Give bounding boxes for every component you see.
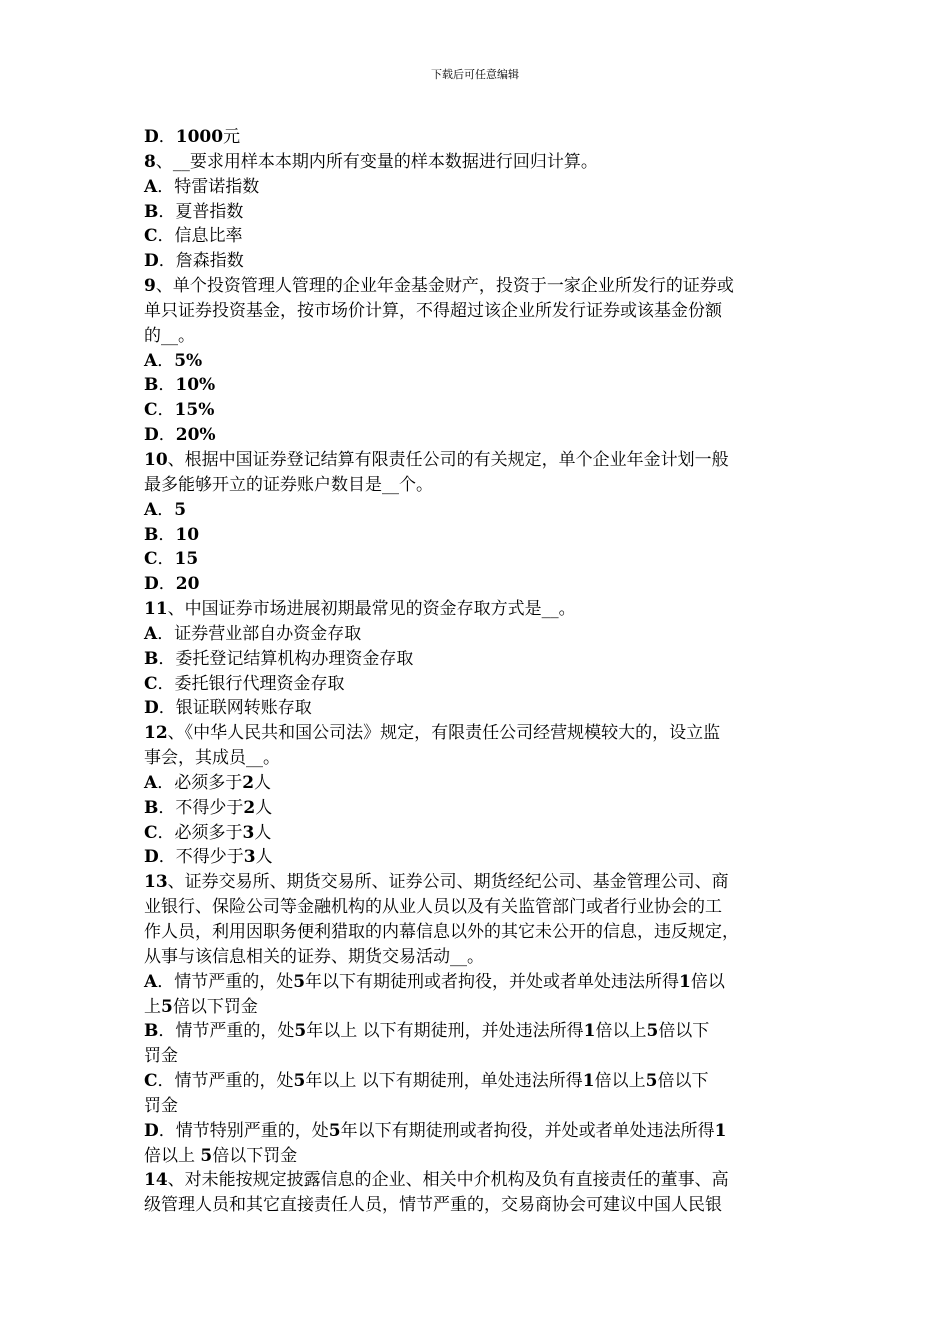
- question-8-option-d: D．詹森指数: [144, 251, 244, 272]
- question-13-option-a: A．情节严重的，处5年以下有期徒刑或者拘役，并处或者单处违法所得1倍以: [144, 971, 725, 992]
- question-10-option-d: D．20: [144, 574, 200, 595]
- question-12-option-a: A．必须多于2人: [144, 772, 272, 793]
- page-header: 下载后可任意编辑: [431, 68, 519, 81]
- question-8-option-c: C．信息比率: [144, 226, 243, 247]
- question-10-option-c: C．15: [144, 549, 199, 570]
- question-11-option-c: C．委托银行代理资金存取: [144, 673, 345, 694]
- question-9-option-b: B．10%: [144, 375, 216, 396]
- question-10-stem: 10、根据中国证券登记结算有限责任公司的有关规定，单个企业年金计划一般: [144, 449, 729, 470]
- text-line: D．1000元: [144, 127, 241, 147]
- question-9-stem: 的__。: [144, 325, 195, 346]
- question-10-option-a: A．5: [144, 499, 187, 520]
- question-13-option-d: D．情节特别严重的，处5年以下有期徒刑或者拘役，并处或者单处违法所得1: [144, 1120, 727, 1141]
- question-11-option-d: D．银证联网转账存取: [144, 698, 312, 719]
- question-9-stem: 单只证券投资基金，按市场价计算，不得超过该企业所发行证券或该基金份额: [144, 300, 722, 321]
- question-13-stem: 作人员，利用因职务便利猎取的内幕信息以外的其它未公开的信息，违反规定，: [144, 922, 739, 942]
- question-8-option-b: B．夏普指数: [144, 201, 244, 222]
- question-9-stem: 9、单个投资管理人管理的企业年金基金财产，投资于一家企业所发行的证券或: [144, 276, 734, 297]
- question-12-option-b: B．不得少于2人: [144, 797, 273, 818]
- question-12-stem: 事会，其成员__。: [144, 748, 280, 769]
- question-11-option-b: B．委托登记结算机构办理资金存取: [144, 648, 414, 669]
- question-11-option-a: A．证券营业部自办资金存取: [144, 623, 362, 644]
- question-11-stem: 11、中国证券市场进展初期最常见的资金存取方式是__。: [144, 599, 576, 620]
- question-13-option-b: 罚金: [144, 1046, 178, 1067]
- question-9-option-c: C．15%: [144, 400, 215, 421]
- question-13-option-c: C．情节严重的，处5年以上 以下有期徒刑，单处违法所得1倍以上5倍以下: [144, 1071, 709, 1092]
- question-13-stem: 从事与该信息相关的证券、期货交易活动__。: [144, 946, 484, 967]
- document-body: [144, 125, 824, 1218]
- question-8-option-a: A．特雷诺指数: [144, 176, 260, 197]
- question-13-option-c: 罚金: [144, 1095, 178, 1116]
- question-14-stem: 级管理人员和其它直接责任人员，情节严重的，交易商协会可建议中国人民银: [144, 1195, 722, 1216]
- question-10-stem: 最多能够开立的证券账户数目是__个。: [144, 474, 433, 495]
- question-13-option-b: B．情节严重的，处5年以上 以下有期徒刑，并处违法所得1倍以上5倍以下: [144, 1021, 710, 1042]
- question-14-stem: 14、对未能按规定披露信息的企业、相关中介机构及负有直接责任的董事、高: [144, 1170, 729, 1191]
- question-9-option-a: A．5%: [144, 350, 203, 371]
- question-13-option-d: 倍以上 5倍以下罚金: [144, 1145, 298, 1166]
- question-12-option-d: D．不得少于3人: [144, 847, 273, 868]
- question-13-stem: 业银行、保险公司等金融机构的从业人员以及有关监管部门或者行业协会的工: [144, 897, 722, 918]
- question-13-stem: 13、证券交易所、期货交易所、证券公司、期货经纪公司、基金管理公司、商: [144, 872, 729, 893]
- question-12-stem: 12、《中华人民共和国公司法》规定，有限责任公司经营规模较大的，设立监: [144, 723, 721, 744]
- question-9-option-d: D．20%: [144, 425, 216, 446]
- question-10-option-b: B．10: [144, 524, 200, 545]
- question-8-stem: 8、__要求用样本本期内所有变量的样本数据进行回归计算。: [144, 151, 598, 172]
- question-12-option-c: C．必须多于3人: [144, 822, 272, 843]
- question-13-option-a: 上5倍以下罚金: [144, 996, 258, 1017]
